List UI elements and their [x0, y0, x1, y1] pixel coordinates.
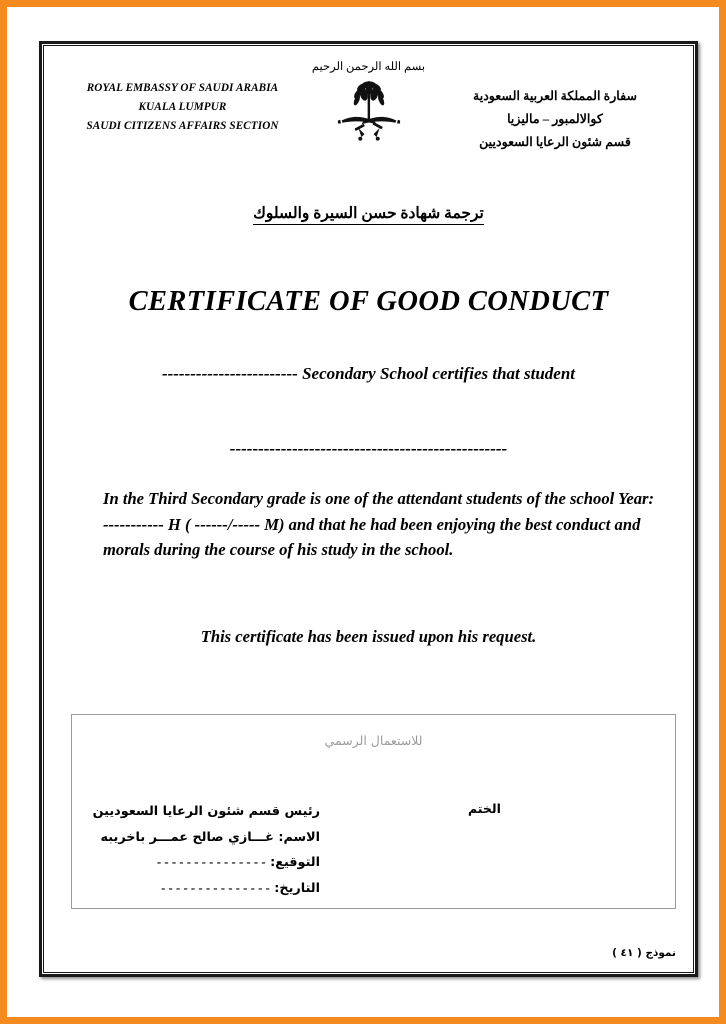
date-value: - - - - - - - - - - - - - - - — [161, 880, 270, 895]
embassy-arabic-line-1: سفارة المملكة العربية السعودية — [472, 89, 638, 103]
date-key: التاريخ: — [274, 880, 320, 896]
certificate-border-middle — [42, 44, 695, 974]
embassy-english-line-3: SAUDI CITIZENS AFFAIRS SECTION — [86, 120, 279, 132]
official-use-box — [71, 714, 676, 909]
signatory-name-key: الاسم: — [278, 829, 320, 845]
basmala-text: بسم الله الرحمن الرحيم — [311, 61, 426, 73]
embassy-english-heading — [55, 79, 310, 136]
certificate-content — [44, 46, 693, 972]
school-certifies-line: ------------------------ Secondary School certifies that student — [161, 364, 576, 383]
page-title: CERTIFICATE OF GOOD CONDUCT — [128, 286, 609, 317]
official-use-label: للاستعمال الرسمي — [324, 733, 423, 748]
signatory-name-row — [94, 825, 320, 851]
form-number: نموذج ( ٤١ ) — [612, 947, 676, 959]
embassy-arabic-heading — [430, 85, 680, 154]
stamp-label: الختم — [468, 801, 501, 816]
signature-block — [94, 799, 320, 901]
certificate-body-paragraph: In the Third Secondary grade is one of the attendant students of the school Year: ----------- H ( ------/----- M) and that he had been enjoying the best conduct and morals during the course of his study in the school. — [103, 489, 655, 559]
embassy-english-line-2: KUALA LUMPUR — [138, 101, 227, 113]
signatory-title: رئيس قسم شئون الرعايا السعوديين — [92, 804, 320, 819]
signatory-name-value: غـــازي صالح عمـــر باخريبه — [100, 829, 274, 845]
embassy-english-line-1: ROYAL EMBASSY OF SAUDI ARABIA — [86, 82, 279, 94]
certificate-border-outer — [39, 41, 698, 977]
signature-row — [94, 850, 320, 876]
signature-value: - - - - - - - - - - - - - - - — [156, 855, 266, 869]
document-header — [47, 49, 690, 184]
embassy-arabic-line-3: قسم شئون الرعايا السعوديين — [479, 135, 631, 149]
certificate-border-inner — [43, 45, 694, 973]
issuance-statement: This certificate has been issued upon his request. — [200, 627, 537, 646]
date-row — [94, 876, 320, 902]
arabic-certificate-title-text: ترجمة شهادة حسن السيرة والسلوك — [253, 205, 484, 225]
signature-key: التوقيع: — [270, 855, 320, 870]
student-name-blank-line: ------------------------------------------------- — [229, 439, 508, 458]
saudi-emblem-palm-swords-icon — [330, 75, 408, 147]
arabic-certificate-title — [47, 204, 690, 223]
embassy-arabic-line-2: كوالالمبور – ماليزيا — [507, 112, 603, 126]
